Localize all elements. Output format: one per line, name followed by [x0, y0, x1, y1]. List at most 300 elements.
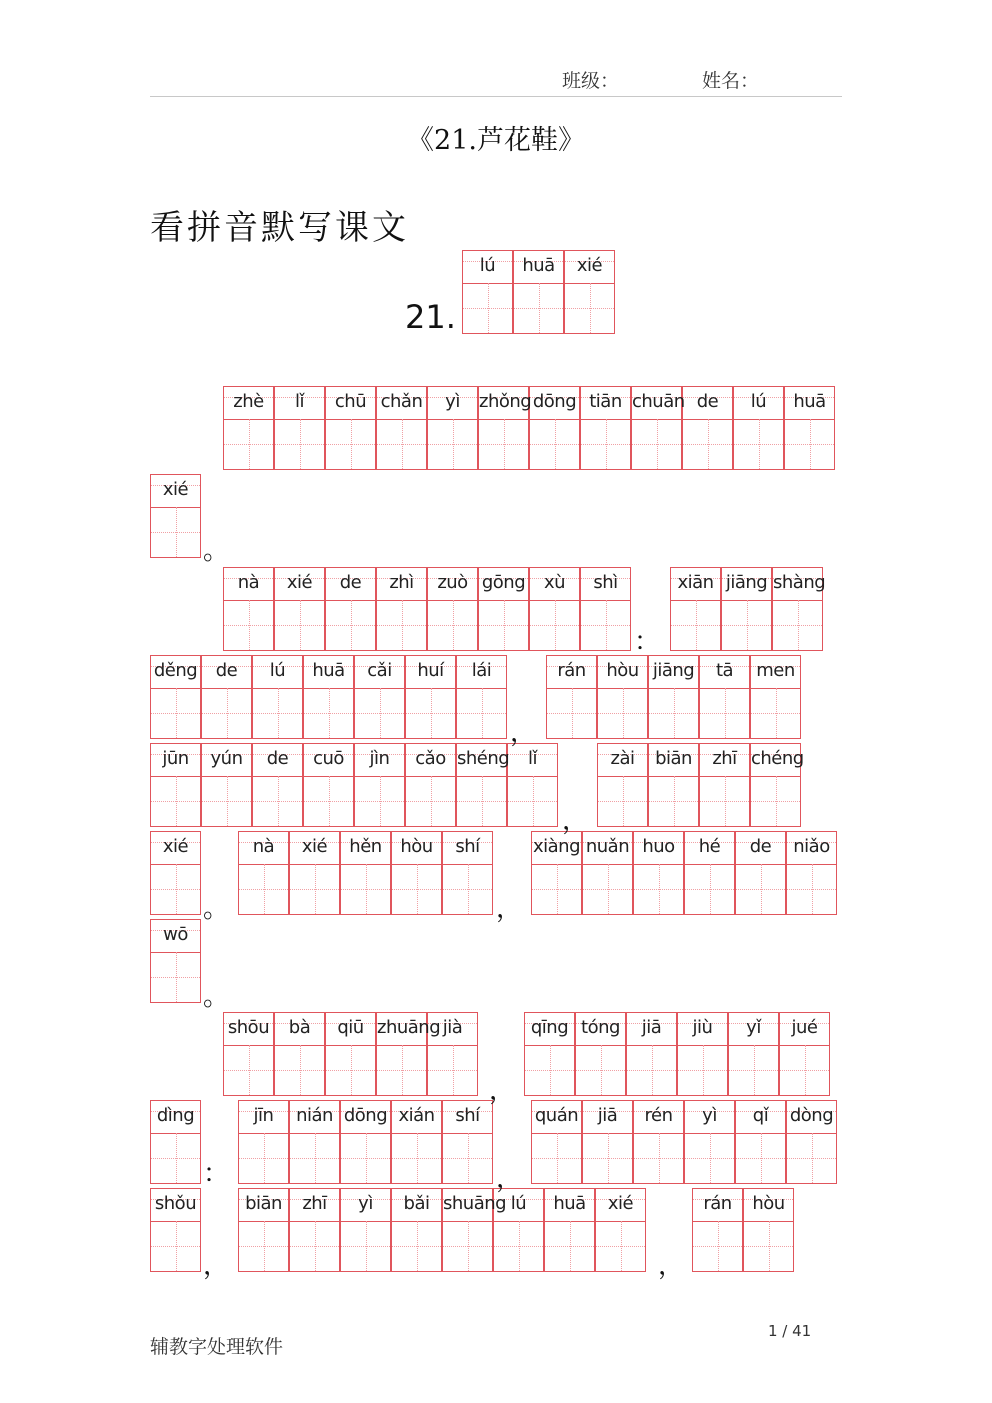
hanzi-writing-area[interactable] [202, 776, 251, 826]
hanzi-writing-area[interactable] [649, 776, 698, 826]
pinyin-text: zhè [233, 391, 264, 412]
hanzi-writing-area[interactable] [685, 864, 734, 914]
hanzi-writing-area[interactable] [751, 688, 800, 738]
character-box [735, 831, 786, 915]
character-box [575, 1012, 626, 1096]
hanzi-writing-area[interactable] [547, 688, 596, 738]
pinyin-label [530, 387, 579, 420]
hanzi-writing-area[interactable] [275, 1045, 324, 1095]
pinyin-label [751, 744, 804, 777]
pinyin-label [377, 1013, 441, 1046]
page-number: 1 / 41 [768, 1322, 812, 1340]
pinyin-text: cuō [313, 748, 344, 769]
hanzi-writing-area[interactable] [275, 600, 324, 650]
pinyin-label [581, 387, 630, 420]
pinyin-label [304, 744, 353, 777]
hanzi-writing-area[interactable] [532, 864, 581, 914]
hanzi-writing-area[interactable] [290, 1221, 339, 1271]
pinyin-text: dòng [789, 1105, 834, 1126]
hanzi-writing-area[interactable] [773, 600, 822, 650]
pinyin-label [457, 744, 510, 777]
pinyin-label [457, 656, 506, 689]
character-box [513, 250, 564, 334]
hanzi-writing-area[interactable] [583, 864, 632, 914]
character-box [699, 655, 750, 739]
pinyin-label [275, 1013, 324, 1046]
hanzi-writing-area[interactable] [392, 1133, 441, 1183]
hanzi-writing-area[interactable] [355, 688, 404, 738]
character-box [684, 831, 735, 915]
hanzi-writing-area[interactable] [253, 688, 302, 738]
pinyin-text: zhī [712, 748, 737, 769]
character-box [580, 567, 631, 651]
pinyin-text: yì [702, 1105, 717, 1126]
pinyin-label [463, 251, 512, 284]
pinyin-text: hòu [606, 660, 639, 681]
pinyin-label [392, 832, 441, 865]
pinyin-text: chǎn [380, 391, 423, 412]
pinyin-text: de [266, 748, 289, 769]
hanzi-writing-area[interactable] [787, 1133, 836, 1183]
hanzi-writing-area[interactable] [151, 864, 200, 914]
character-box [303, 655, 354, 739]
character-box [750, 743, 804, 827]
pinyin-label [736, 1101, 785, 1134]
hanzi-writing-area[interactable] [224, 419, 273, 469]
punctuation-comma: ， [658, 1251, 685, 1281]
pinyin-text: shōu [227, 1017, 270, 1038]
pinyin-text: xiān [677, 572, 714, 593]
hanzi-writing-area[interactable] [326, 419, 375, 469]
hanzi-writing-area[interactable] [785, 419, 834, 469]
hanzi-writing-area[interactable] [151, 776, 200, 826]
pinyin-text: shí [455, 1105, 480, 1126]
pinyin-text: shuāng [443, 1193, 507, 1214]
character-box [391, 1188, 442, 1272]
pinyin-text: huā [553, 1193, 586, 1214]
hanzi-writing-area[interactable] [151, 952, 200, 1002]
hanzi-writing-area[interactable] [744, 1221, 793, 1271]
punctuation-comma: ， [489, 1076, 516, 1106]
character-box [784, 386, 835, 470]
character-box [150, 474, 201, 558]
hanzi-writing-area[interactable] [598, 688, 647, 738]
character-box [597, 743, 648, 827]
pinyin-text: zhǒng [479, 391, 532, 412]
pinyin-text: jìn [369, 748, 390, 769]
hanzi-writing-area[interactable] [671, 600, 720, 650]
pinyin-label [736, 832, 785, 865]
pinyin-text: de [215, 660, 238, 681]
pinyin-label [734, 387, 783, 420]
pinyin-text: chū [334, 391, 367, 412]
character-box [201, 743, 252, 827]
pinyin-label [443, 832, 492, 865]
character-box [733, 386, 784, 470]
hanzi-writing-area[interactable] [392, 1221, 441, 1271]
pinyin-label [685, 1101, 734, 1134]
hanzi-writing-area[interactable] [632, 419, 681, 469]
pinyin-label [598, 656, 647, 689]
character-box [750, 655, 801, 739]
character-box [684, 1100, 735, 1184]
pinyin-text: jiù [692, 1017, 713, 1038]
pinyin-label [392, 1101, 441, 1134]
character-box [405, 655, 456, 739]
pinyin-text: tiān [589, 391, 622, 412]
name-label: 姓名： [702, 70, 760, 92]
character-box [289, 831, 340, 915]
character-box [289, 1100, 340, 1184]
pinyin-text: xié [162, 836, 189, 857]
pinyin-text: zhì [389, 572, 414, 593]
character-box [728, 1012, 779, 1096]
punctuation-period: 。 [203, 536, 230, 566]
hanzi-writing-area[interactable] [722, 600, 771, 650]
character-box [779, 1012, 830, 1096]
hanzi-writing-area[interactable] [151, 688, 200, 738]
pinyin-label [239, 1189, 288, 1222]
hanzi-writing-area[interactable] [530, 419, 579, 469]
hanzi-writing-area[interactable] [479, 600, 528, 650]
hanzi-writing-area[interactable] [428, 600, 477, 650]
pinyin-text: hé [698, 836, 721, 857]
character-box [531, 1100, 582, 1184]
pinyin-label [576, 1013, 625, 1046]
pinyin-text: yǐ [746, 1017, 761, 1038]
hanzi-writing-area[interactable] [700, 776, 749, 826]
hanzi-writing-area[interactable] [275, 419, 324, 469]
pinyin-label [530, 568, 579, 601]
pinyin-text: yì [445, 391, 460, 412]
pinyin-text: lú [750, 391, 767, 412]
hanzi-writing-area[interactable] [598, 776, 647, 826]
pinyin-text: rán [557, 660, 586, 681]
character-box [427, 567, 478, 651]
pinyin-label [377, 568, 426, 601]
pinyin-label [787, 832, 836, 865]
hanzi-writing-area[interactable] [341, 1133, 390, 1183]
character-box [786, 831, 837, 915]
character-box [456, 743, 510, 827]
hanzi-writing-area[interactable] [545, 1221, 594, 1271]
pinyin-label [275, 568, 324, 601]
pinyin-text: jūn [162, 748, 189, 769]
character-box [564, 250, 615, 334]
hanzi-writing-area[interactable] [151, 1133, 200, 1183]
hanzi-writing-area[interactable] [290, 864, 339, 914]
pinyin-label [355, 744, 404, 777]
hanzi-writing-area[interactable] [377, 419, 426, 469]
pinyin-text: lǐ [527, 748, 537, 769]
hanzi-writing-area[interactable] [700, 688, 749, 738]
pinyin-text: huo [642, 836, 675, 857]
hanzi-writing-area[interactable] [649, 688, 698, 738]
pinyin-label [683, 387, 732, 420]
character-box [442, 1100, 493, 1184]
pinyin-label [151, 832, 200, 865]
character-box [648, 655, 699, 739]
character-box [529, 386, 580, 470]
character-box [544, 1188, 595, 1272]
pinyin-text: dōng [343, 1105, 388, 1126]
pinyin-label [634, 1101, 683, 1134]
hanzi-writing-area[interactable] [239, 864, 288, 914]
hanzi-writing-area[interactable] [326, 600, 375, 650]
character-box [340, 1188, 391, 1272]
pinyin-text: xié [162, 479, 189, 500]
pinyin-text: dōng [532, 391, 577, 412]
hanzi-writing-area[interactable] [304, 688, 353, 738]
pinyin-text: tóng [581, 1017, 620, 1038]
hanzi-writing-area[interactable] [729, 1045, 778, 1095]
pinyin-text: rán [703, 1193, 732, 1214]
character-box [325, 386, 376, 470]
pinyin-label [377, 387, 426, 420]
pinyin-text: tā [715, 660, 734, 681]
hanzi-writing-area[interactable] [751, 776, 800, 826]
punctuation-comma: ， [562, 806, 589, 836]
hanzi-writing-area[interactable] [406, 688, 455, 738]
character-box [462, 250, 513, 334]
hanzi-writing-area[interactable] [685, 1133, 734, 1183]
pinyin-text: nián [296, 1105, 333, 1126]
pinyin-text: cǎo [415, 748, 446, 769]
pinyin-label [479, 387, 532, 420]
hanzi-writing-area[interactable] [253, 776, 302, 826]
pinyin-text: qīng [530, 1017, 569, 1038]
hanzi-writing-area[interactable] [576, 1045, 625, 1095]
hanzi-writing-area[interactable] [627, 1045, 676, 1095]
pinyin-text: jià [442, 1017, 463, 1038]
hanzi-writing-area[interactable] [290, 1133, 339, 1183]
pinyin-text: shǒu [154, 1193, 197, 1214]
character-box [405, 743, 456, 827]
pinyin-label [722, 568, 771, 601]
pinyin-text: biān [655, 748, 692, 769]
punctuation-period: 。 [203, 982, 230, 1012]
punctuation-comma: ， [496, 894, 523, 924]
character-box [692, 1188, 743, 1272]
pinyin-text: dìng [156, 1105, 195, 1126]
hanzi-writing-area[interactable] [494, 1221, 543, 1271]
pinyin-label [700, 656, 749, 689]
hanzi-writing-area[interactable] [457, 688, 506, 738]
character-box [648, 743, 699, 827]
hanzi-writing-area[interactable] [428, 419, 477, 469]
pinyin-text: de [696, 391, 719, 412]
hanzi-writing-area[interactable] [634, 1133, 683, 1183]
pinyin-label [341, 1189, 390, 1222]
hanzi-writing-area[interactable] [532, 1133, 581, 1183]
pinyin-text: qiū [337, 1017, 364, 1038]
pinyin-label [290, 1101, 339, 1134]
pinyin-text: shì [593, 572, 618, 593]
pinyin-text: qǐ [752, 1105, 769, 1126]
pinyin-label [290, 1189, 339, 1222]
pinyin-label [785, 387, 834, 420]
punctuation-colon: ： [203, 1159, 230, 1189]
punctuation-comma: ， [510, 718, 537, 748]
hanzi-writing-area[interactable] [734, 419, 783, 469]
hanzi-writing-area[interactable] [525, 1045, 574, 1095]
pinyin-label [326, 1013, 375, 1046]
character-box [478, 386, 532, 470]
pinyin-text: lú [269, 660, 286, 681]
hanzi-writing-area[interactable] [508, 776, 557, 826]
pinyin-text: shàng [773, 572, 826, 593]
pinyin-label [565, 251, 614, 284]
hanzi-writing-area[interactable] [596, 1221, 645, 1271]
pinyin-label [649, 656, 698, 689]
hanzi-writing-area[interactable] [443, 1221, 492, 1271]
character-box [524, 1012, 575, 1096]
pinyin-text: yì [358, 1193, 373, 1214]
hanzi-writing-area[interactable] [581, 419, 630, 469]
pinyin-label [787, 1101, 836, 1134]
pinyin-label [151, 656, 200, 689]
pinyin-label [547, 656, 596, 689]
pinyin-label [239, 1101, 288, 1134]
pinyin-label [341, 1101, 390, 1134]
pinyin-text: jīn [253, 1105, 274, 1126]
pinyin-label [671, 568, 720, 601]
character-box [274, 386, 325, 470]
hanzi-writing-area[interactable] [304, 776, 353, 826]
pinyin-label [479, 568, 528, 601]
pinyin-text: děng [153, 660, 198, 681]
character-box [427, 386, 478, 470]
pinyin-text: lǐ [294, 391, 304, 412]
pinyin-text: de [339, 572, 362, 593]
character-box [597, 655, 648, 739]
hanzi-writing-area[interactable] [224, 1045, 273, 1095]
pinyin-label [355, 656, 404, 689]
character-box [391, 1100, 442, 1184]
character-box [303, 743, 354, 827]
hanzi-writing-area[interactable] [736, 864, 785, 914]
hanzi-writing-area[interactable] [443, 1133, 492, 1183]
hanzi-writing-area[interactable] [581, 600, 630, 650]
pinyin-text: jiāng [652, 660, 695, 681]
hanzi-writing-area[interactable] [202, 688, 251, 738]
pinyin-text: jiā [641, 1017, 662, 1038]
character-box [529, 567, 580, 651]
pinyin-label [545, 1189, 594, 1222]
hanzi-writing-area[interactable] [224, 600, 273, 650]
hanzi-writing-area[interactable] [736, 1133, 785, 1183]
pinyin-label [581, 568, 630, 601]
pinyin-label [406, 744, 455, 777]
character-box [223, 386, 274, 470]
character-box [735, 1100, 786, 1184]
character-box [325, 1012, 376, 1096]
character-box [252, 743, 303, 827]
punctuation-comma: ， [203, 1251, 230, 1281]
hanzi-writing-area[interactable] [583, 1133, 632, 1183]
pinyin-label [627, 1013, 676, 1046]
hanzi-writing-area[interactable] [565, 283, 614, 333]
hanzi-writing-area[interactable] [780, 1045, 829, 1095]
pinyin-text: xié [286, 572, 313, 593]
hanzi-writing-area[interactable] [683, 419, 732, 469]
hanzi-writing-area[interactable] [151, 1221, 200, 1271]
pinyin-label [632, 387, 685, 420]
hanzi-writing-area[interactable] [479, 419, 528, 469]
pinyin-text: jiāng [725, 572, 768, 593]
pinyin-text: nà [252, 836, 275, 857]
character-box [340, 1100, 391, 1184]
character-box [201, 655, 252, 739]
pinyin-text: yún [210, 748, 243, 769]
pinyin-label [151, 920, 200, 953]
hanzi-writing-area[interactable] [151, 507, 200, 557]
hanzi-writing-area[interactable] [406, 776, 455, 826]
pinyin-label [224, 387, 273, 420]
character-box [274, 567, 325, 651]
character-box [478, 567, 529, 651]
pinyin-label [428, 387, 477, 420]
hanzi-writing-area[interactable] [443, 864, 492, 914]
pinyin-label [514, 251, 563, 284]
hanzi-writing-area[interactable] [678, 1045, 727, 1095]
hanzi-writing-area[interactable] [341, 864, 390, 914]
pinyin-text: xié [607, 1193, 634, 1214]
hanzi-writing-area[interactable] [514, 283, 563, 333]
hanzi-writing-area[interactable] [530, 600, 579, 650]
pinyin-text: chéng [751, 748, 804, 769]
hanzi-writing-area[interactable] [392, 864, 441, 914]
hanzi-writing-area[interactable] [377, 600, 426, 650]
pinyin-label [525, 1013, 574, 1046]
hanzi-writing-area[interactable] [693, 1221, 742, 1271]
pinyin-text: xù [543, 572, 566, 593]
hanzi-writing-area[interactable] [377, 1045, 426, 1095]
hanzi-writing-area[interactable] [428, 1045, 477, 1095]
pinyin-text: xián [398, 1105, 435, 1126]
character-box [150, 655, 201, 739]
pinyin-label [678, 1013, 727, 1046]
page-title: 《21.芦花鞋》 [407, 125, 585, 156]
pinyin-label [700, 744, 749, 777]
pinyin-label [693, 1189, 742, 1222]
class-label: 班级： [562, 70, 620, 92]
hanzi-writing-area[interactable] [341, 1221, 390, 1271]
hanzi-writing-area[interactable] [355, 776, 404, 826]
hanzi-writing-area[interactable] [634, 864, 683, 914]
hanzi-writing-area[interactable] [326, 1045, 375, 1095]
pinyin-label [583, 832, 632, 865]
pinyin-text: lú [479, 255, 496, 276]
hanzi-writing-area[interactable] [787, 864, 836, 914]
character-box [442, 831, 493, 915]
hanzi-writing-area[interactable] [463, 283, 512, 333]
hanzi-writing-area[interactable] [239, 1221, 288, 1271]
pinyin-label [773, 568, 826, 601]
pinyin-label [202, 744, 251, 777]
header-divider [150, 96, 842, 97]
punctuation-period: 。 [203, 894, 230, 924]
character-box [150, 831, 201, 915]
hanzi-writing-area[interactable] [239, 1133, 288, 1183]
pinyin-label [275, 387, 324, 420]
punctuation-colon: ： [634, 627, 661, 657]
pinyin-label [596, 1189, 645, 1222]
hanzi-writing-area[interactable] [457, 776, 506, 826]
pinyin-label [532, 832, 581, 865]
character-box [354, 743, 405, 827]
pinyin-text: zhī [302, 1193, 327, 1214]
